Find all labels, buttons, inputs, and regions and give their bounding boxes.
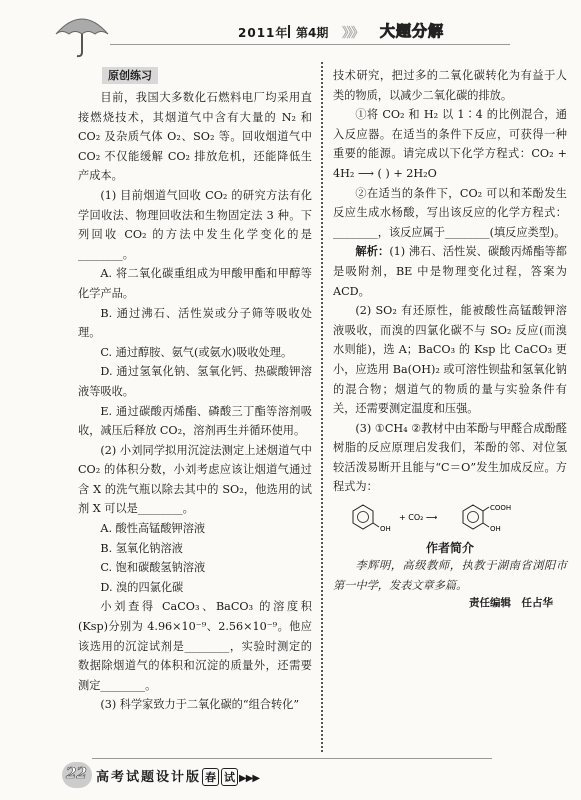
reaction-equation: [333, 501, 567, 535]
option-d: D. 通过氢氧化钠、氢氧化钙、热碳酸钾溶液等吸收。: [78, 365, 312, 398]
footer-arrows: ▶▶▶: [239, 773, 260, 784]
footer-title: [96, 766, 259, 786]
product-cooh-label: COOH: [490, 504, 512, 513]
sub-question-1: ①将 CO₂ 和 H₂ 以 1∶4 的比例混合，通入反应器。在适当的条件下反应，可获得一种重要的能源。请完成以下化学方程式：CO₂ + 4H₂ ⟶ ( ) + 2H₂O: [333, 108, 567, 180]
reagent-b: B. 氢氧化钠溶液: [100, 541, 183, 555]
question-3: (3) 科学家致力于二氧化碳的“组合转化”: [100, 698, 300, 712]
question-3-continued: 技术研究，把过多的二氧化碳转化为有益于人类的物质，以减少二氧化碳的排放。: [333, 69, 567, 102]
footer-box-1: 春: [202, 768, 219, 786]
answer-1: [333, 242, 567, 301]
header-separator: [288, 25, 290, 38]
left-column: [78, 66, 312, 715]
answer-2: (2) SO₂ 有还原性，能被酸性高锰酸钾溶液吸收，而溴的四氯化碳不与 SO₂ 反应(而溴水则能)，选 A；BaCO₃ 的 Ksp 比 CaCO₃ 更小，应选用 Ba(OH)₂ 或可溶性钡盐和氢氧化钠的混合物；烟道气的物质的量与实验条件有关，还需要测定温度和压强。: [333, 304, 567, 416]
answer-3: (3) ①CH₄ ②教材中由苯酚与甲醛合成酚醛树脂的反应原理启发我们，苯酚的邻、对位氢较活泼易断开且能与“C＝O”发生加成反应。方程式为：: [333, 421, 567, 494]
option-e: E. 通过碳酸丙烯酯、磷酸三丁酯等溶剂吸收，减压后释放 CO₂，溶剂再生并循环使用。: [78, 404, 312, 438]
reagent-a: A. 酸性高锰酸钾溶液: [100, 522, 206, 536]
page-footer: [62, 762, 482, 788]
right-column: [333, 66, 567, 610]
option-b: B. 通过沸石、活性炭或分子筛等吸收处理。: [78, 306, 312, 340]
option-a: A. 将二氧化碳重组成为甲酸甲酯和甲醇等化学产品。: [78, 267, 312, 300]
sub-question-2: ②在适当的条件下，CO₂ 可以和苯酚发生反应生成水杨酸，写出该反应的化学方程式：________，该反应属于________(填反应类型)。: [333, 186, 567, 239]
umbrella-icon: [52, 10, 112, 60]
reagent-c: C. 饱和碳酸氢钠溶液: [100, 561, 206, 575]
header-rule: [110, 44, 510, 45]
intro-paragraph: 目前，我国大多数化石燃料电厂均采用直接燃烧技术，其烟道气中含有大量的 N₂ 和 CO₂ 及杂质气体 O₂、SO₂ 等。回收烟道气中 CO₂ 不仅能缓解 CO₂ 排放危机，还能降低生产成本。: [78, 91, 312, 183]
column-divider: [321, 62, 323, 752]
question-2: (2) 小刘同学拟用沉淀法测定上述烟道气中 CO₂ 的体积分数，小刘考虑应该让烟道气通过含 X 的洗气瓶以除去其中的 SO₂，他选用的试剂 X 可以是________。: [78, 443, 312, 516]
reagent-d: D. 溴的四氯化碳: [100, 580, 184, 594]
reactant-oh-label: OH: [380, 525, 391, 534]
option-c: C. 通过醇胺、氨气(或氨水)吸收处理。: [100, 345, 293, 359]
reaction-diagram: [333, 501, 567, 535]
footer-title-text: 高考试题设计版: [96, 770, 202, 785]
section-tag: 原创练习: [102, 67, 158, 84]
page-number: 22: [66, 764, 87, 782]
footer-box-2: 试: [221, 768, 238, 786]
editor-credit: 责任编辑 任占华: [469, 597, 553, 610]
answer-1-text: (1) 沸石、活性炭、碳酸丙烯酯等都是吸附剂，BE 中是物理变化过程，答案为 ACD。: [333, 245, 567, 298]
answer-label: 解析：: [355, 244, 390, 259]
header-year: 2011年: [238, 26, 289, 40]
question-1: (1) 目前烟道气回收 CO₂ 的研究方法有化学回收法、物理回收法和生物固定法 3 种。下列回收 CO₂ 的方法中发生化学变化的是________。: [78, 188, 312, 261]
ksp-paragraph: 小刘查得 CaCO₃、BaCO₃ 的溶度积(Ksp)分别为 4.96×10⁻⁹、2.56×10⁻⁹。他应该选用的沉淀试剂是________，实验时测定的数据除烟道气的体积和沉淀的质量外，还需要测定________。: [78, 600, 312, 692]
header-section-title: 大题分解: [380, 22, 445, 40]
page-header: [70, 18, 510, 48]
reaction-arrow-text: + CO₂ ⟶: [399, 513, 438, 523]
header-arrows: 》》》: [342, 26, 363, 41]
footer-rule: [92, 758, 492, 759]
header-issue: 第4期: [296, 26, 329, 40]
author-bio: 李辉明，高级教师，执教于湖南省浏阳市第一中学，发表文章多篇。: [333, 559, 567, 592]
author-heading: 作者简介: [425, 541, 474, 556]
product-oh-label: OH: [490, 525, 501, 534]
